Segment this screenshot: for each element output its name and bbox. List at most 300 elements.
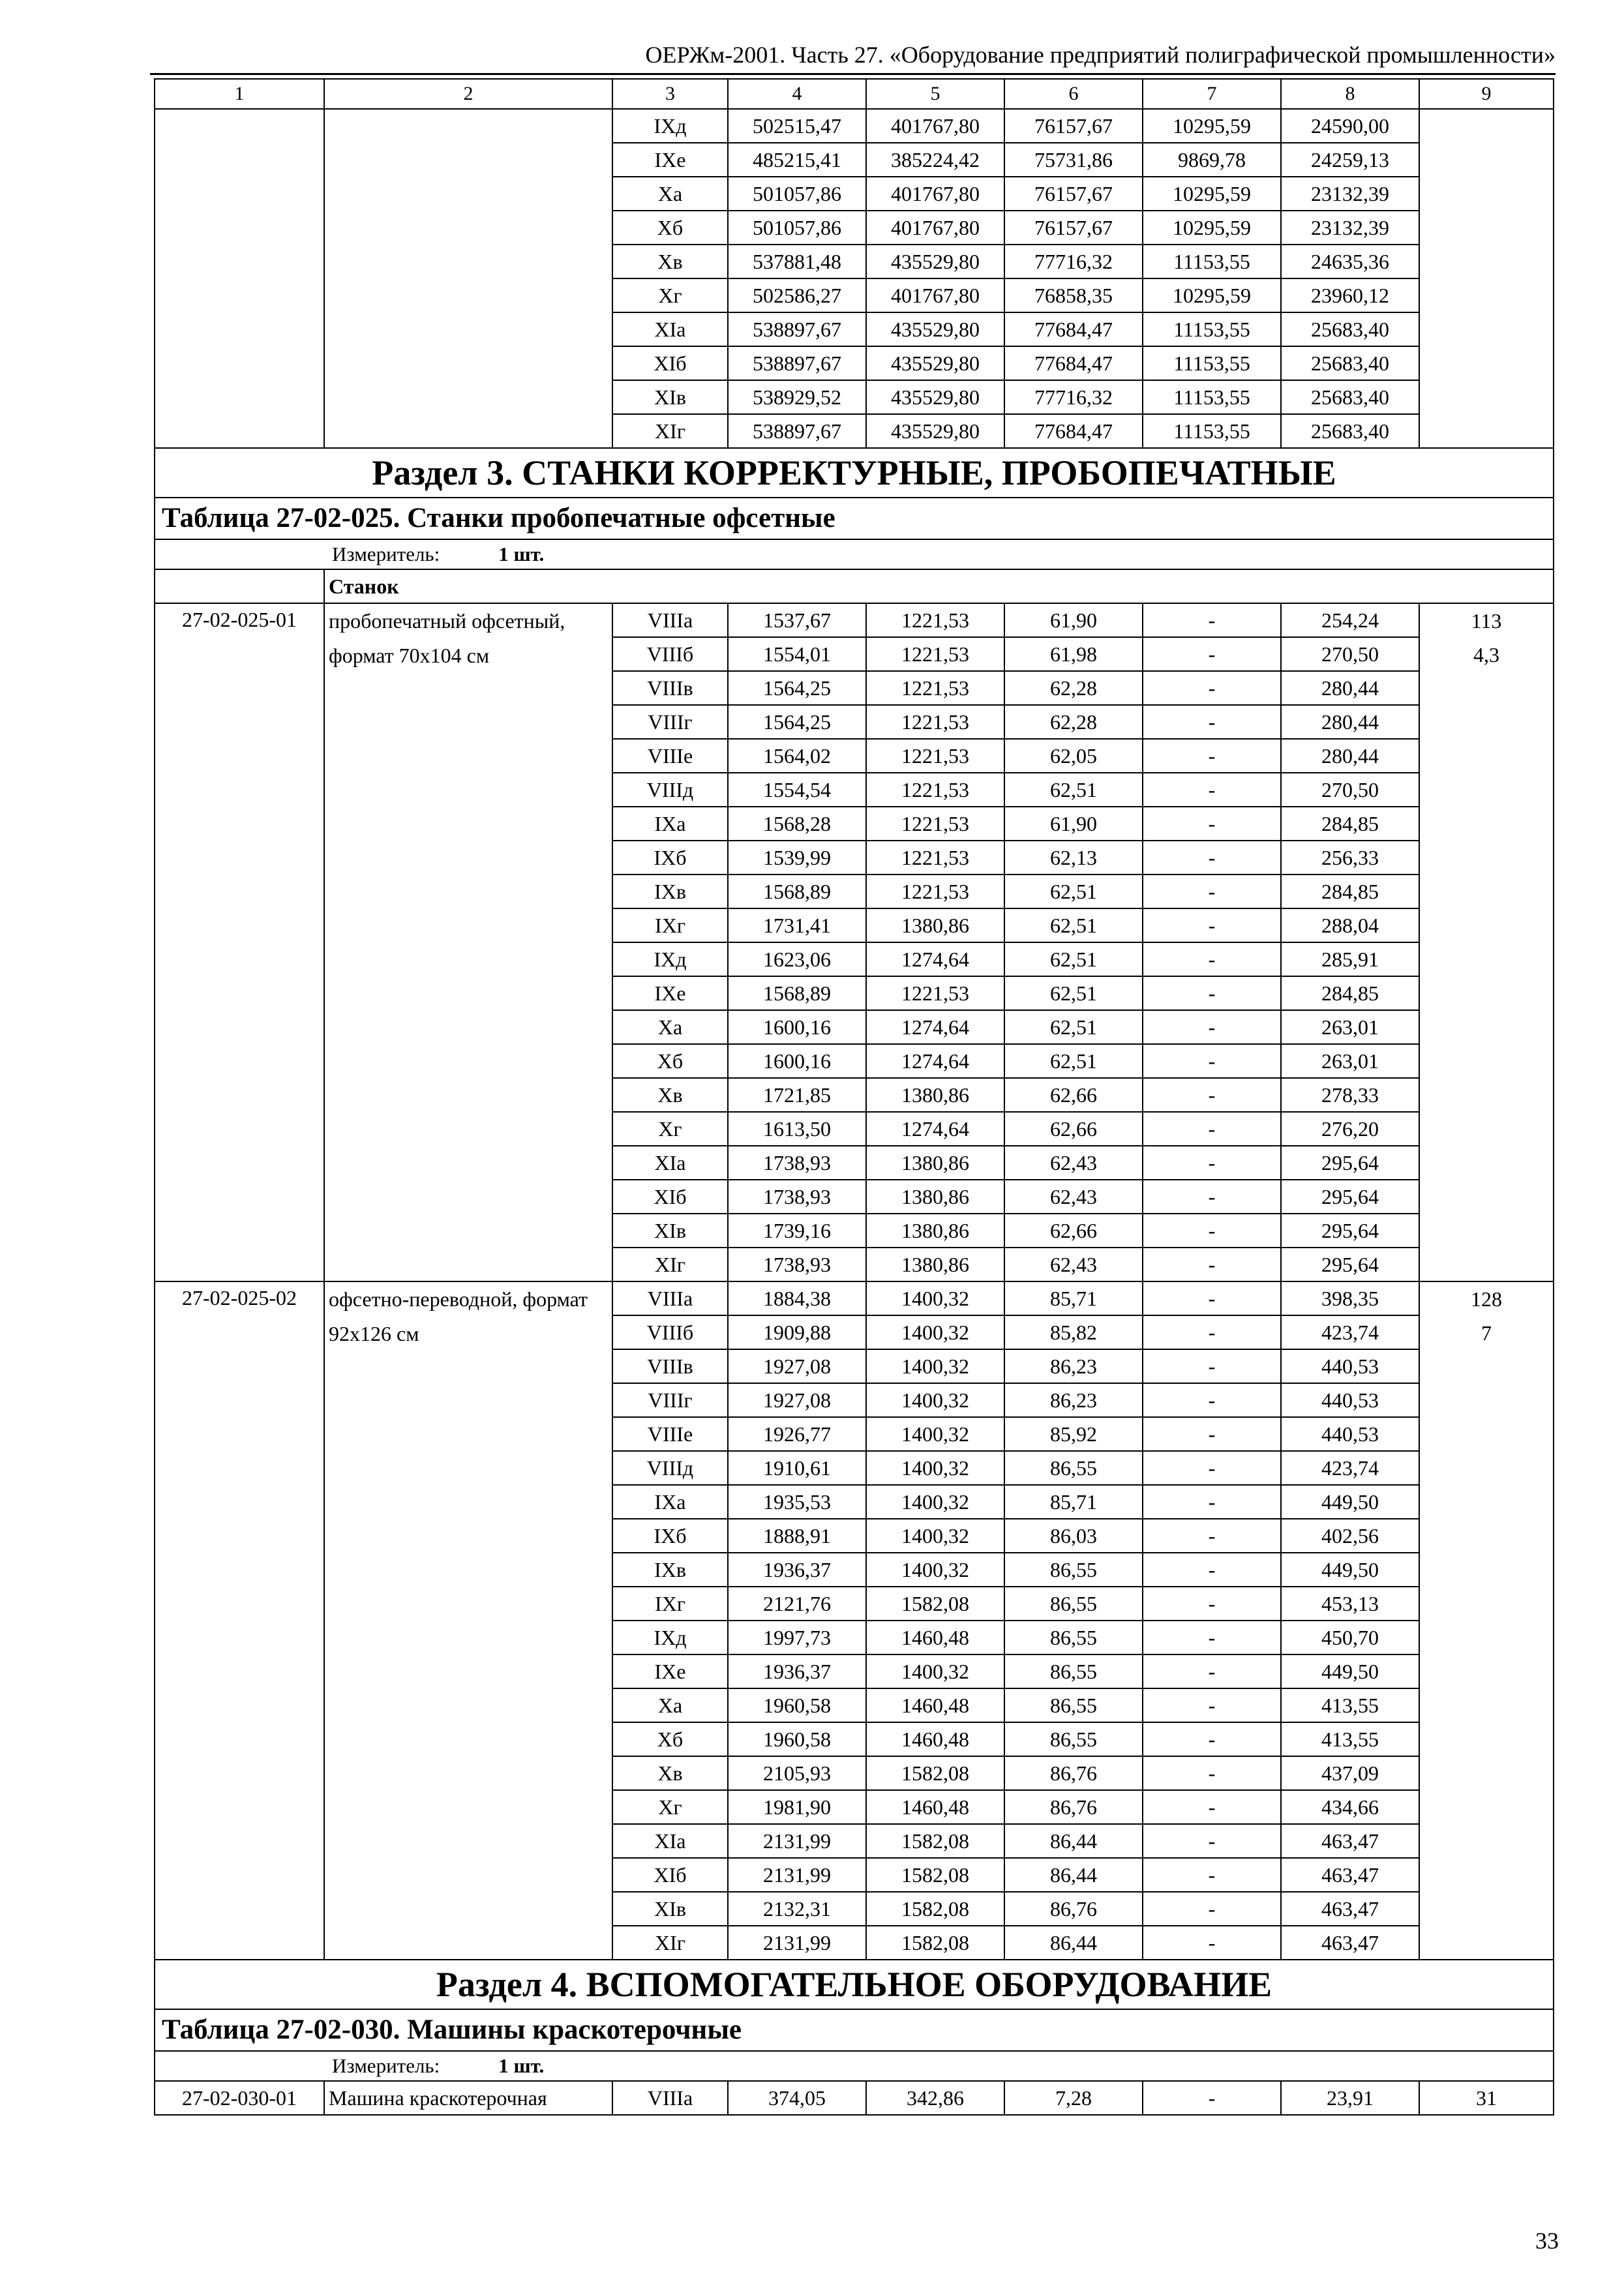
value-cell: - [1143,705,1281,739]
column-number: 8 [1281,79,1419,109]
value-cell: 1539,99 [728,841,866,875]
meter-row [155,2051,1554,2081]
value-cell: 11153,55 [1143,346,1281,380]
value-cell: 10295,59 [1143,211,1281,245]
value-cell: 23,91 [1281,2081,1419,2115]
value-cell: 270,50 [1281,773,1419,807]
item-name: Машина краскотерочная [324,2081,612,2115]
value-cell: 23960,12 [1281,278,1419,312]
value-cell: 1997,73 [728,1621,866,1654]
value-cell: 1221,53 [866,603,1004,637]
value-cell: 2131,99 [728,1858,866,1892]
value-cell: Xв [612,245,728,278]
value-cell: 24635,36 [1281,245,1419,278]
value-cell: 463,47 [1281,1858,1419,1892]
value-cell: 1221,53 [866,773,1004,807]
value-cell: VIIIг [612,705,728,739]
value-cell: XIв [612,380,728,414]
value-cell: 10295,59 [1143,278,1281,312]
table-row [155,1281,1554,1315]
value-cell: 1888,91 [728,1519,866,1553]
value-cell: 1460,48 [866,1688,1004,1722]
value-cell: 440,53 [1281,1417,1419,1451]
extra-value: 113 [1471,609,1502,633]
value-cell: 1554,01 [728,637,866,671]
value-cell: 86,23 [1004,1349,1143,1383]
value-cell: 485215,41 [728,143,866,177]
value-cell: 1380,86 [866,1180,1004,1214]
value-cell: 284,85 [1281,875,1419,908]
value-cell: 85,71 [1004,1281,1143,1315]
value-cell: - [1143,1180,1281,1214]
table-row [155,603,1554,637]
value-cell: 86,44 [1004,1824,1143,1858]
value-cell: - [1143,1010,1281,1044]
value-cell: - [1143,739,1281,773]
value-cell: 86,55 [1004,1688,1143,1722]
value-cell: IXд [612,109,728,143]
subheader-row [155,569,1554,603]
value-cell: 1564,25 [728,671,866,705]
value-cell: - [1143,1926,1281,1960]
value-cell: IXд [612,1621,728,1654]
value-cell: 76157,67 [1004,211,1143,245]
value-cell: 502515,47 [728,109,866,143]
meter-row [155,539,1554,569]
column-number: 2 [324,79,612,109]
value-cell: - [1143,1722,1281,1756]
value-cell: 62,51 [1004,908,1143,942]
column-number: 5 [866,79,1004,109]
value-cell: 1460,48 [866,1722,1004,1756]
value-cell: 413,55 [1281,1722,1419,1756]
value-cell: - [1143,942,1281,976]
value-cell: VIIIe [612,739,728,773]
value-cell: 435529,80 [866,346,1004,380]
value-cell: 86,55 [1004,1621,1143,1654]
value-cell: 62,43 [1004,1180,1143,1214]
value-cell: 62,51 [1004,1044,1143,1078]
value-cell: 1400,32 [866,1553,1004,1587]
value-cell: - [1143,637,1281,671]
extra-value: 31 [1419,2081,1554,2115]
value-cell: 86,55 [1004,1654,1143,1688]
value-cell: Xб [612,1044,728,1078]
table-title-row [155,498,1554,539]
value-cell: XIг [612,414,728,448]
item-name: офсетно-переводной, формат 92x126 см [324,1281,612,1960]
value-cell: 86,23 [1004,1383,1143,1417]
value-cell: 1400,32 [866,1417,1004,1451]
value-cell: 86,76 [1004,1790,1143,1824]
value-cell: 463,47 [1281,1926,1419,1960]
value-cell: 463,47 [1281,1824,1419,1858]
item-code: 27-02-030-01 [155,2081,324,2115]
value-cell: 285,91 [1281,942,1419,976]
value-cell: 1936,37 [728,1553,866,1587]
extra-cell [1419,1281,1554,1960]
value-cell: 501057,86 [728,177,866,211]
value-cell: 2105,93 [728,1756,866,1790]
value-cell: 1221,53 [866,671,1004,705]
value-cell: IXг [612,1587,728,1621]
value-cell: 2131,99 [728,1824,866,1858]
table-row [155,2081,1554,2115]
value-cell: 434,66 [1281,1790,1419,1824]
value-cell: 450,70 [1281,1621,1419,1654]
value-cell: - [1143,671,1281,705]
value-cell: 1221,53 [866,875,1004,908]
value-cell: VIIIa [612,2081,728,2115]
value-cell: - [1143,1654,1281,1688]
value-cell: 538929,52 [728,380,866,414]
value-cell: 537881,48 [728,245,866,278]
value-cell: VIIIa [612,603,728,637]
value-cell: IXб [612,1519,728,1553]
value-cell: 1564,25 [728,705,866,739]
value-cell: - [1143,1214,1281,1248]
value-cell: 288,04 [1281,908,1419,942]
value-cell: 256,33 [1281,841,1419,875]
meter-cell [155,539,1554,569]
value-cell: 76157,67 [1004,177,1143,211]
empty-cell [155,569,324,603]
value-cell: 1600,16 [728,1044,866,1078]
value-cell: VIIIe [612,1417,728,1451]
value-cell: 2132,31 [728,1892,866,1926]
value-cell: Xa [612,1010,728,1044]
value-cell: 1400,32 [866,1281,1004,1315]
value-cell: 463,47 [1281,1892,1419,1926]
value-cell: 85,82 [1004,1315,1143,1349]
value-cell: - [1143,976,1281,1010]
value-cell: 263,01 [1281,1010,1419,1044]
value-cell: Xa [612,1688,728,1722]
value-cell: 76157,67 [1004,109,1143,143]
value-cell: VIIIв [612,671,728,705]
value-cell: 62,66 [1004,1112,1143,1146]
value-cell: IXг [612,908,728,942]
value-cell: 501057,86 [728,211,866,245]
value-cell: - [1143,1417,1281,1451]
value-cell: XIб [612,1180,728,1214]
value-cell: 25683,40 [1281,346,1419,380]
table-body [155,79,1554,2115]
value-cell: IXв [612,875,728,908]
value-cell: IXб [612,841,728,875]
value-cell: XIб [612,346,728,380]
value-cell: 7,28 [1004,2081,1143,2115]
value-cell: 61,90 [1004,807,1143,841]
value-cell: 295,64 [1281,1248,1419,1281]
item-code: 27-02-025-01 [155,603,324,1281]
running-header: ОЕРЖм-2001. Часть 27. «Оборудование предприятий полиграфической промышленности» [645,42,1556,68]
value-cell: IXe [612,143,728,177]
value-cell: 77684,47 [1004,312,1143,346]
value-cell: 62,28 [1004,705,1143,739]
value-cell: 254,24 [1281,603,1419,637]
value-cell: 1981,90 [728,1790,866,1824]
value-cell: - [1143,2081,1281,2115]
value-cell: 1221,53 [866,705,1004,739]
value-cell: 1460,48 [866,1621,1004,1654]
value-cell: 1400,32 [866,1519,1004,1553]
value-cell: 24590,00 [1281,109,1419,143]
column-number: 9 [1419,79,1554,109]
value-cell: IXe [612,1654,728,1688]
header-rule [150,73,1556,75]
value-cell: - [1143,1756,1281,1790]
value-cell: XIa [612,1824,728,1858]
value-cell: 1380,86 [866,908,1004,942]
value-cell: 1380,86 [866,1146,1004,1180]
value-cell: - [1143,1587,1281,1621]
value-cell: 86,03 [1004,1519,1143,1553]
value-cell: - [1143,1485,1281,1519]
value-cell: 1936,37 [728,1654,866,1688]
value-cell: 270,50 [1281,637,1419,671]
value-cell: - [1143,1315,1281,1349]
value-cell: 62,51 [1004,1010,1143,1044]
column-numbers-row [155,79,1554,109]
value-cell: 1568,89 [728,875,866,908]
value-cell: - [1143,1078,1281,1112]
value-cell: 62,66 [1004,1078,1143,1112]
value-cell: XIг [612,1248,728,1281]
value-cell: VIIIб [612,1315,728,1349]
value-cell: 1274,64 [866,942,1004,976]
value-cell: - [1143,1146,1281,1180]
value-cell: - [1143,1621,1281,1654]
value-cell: 1380,86 [866,1248,1004,1281]
value-cell: 1221,53 [866,841,1004,875]
value-cell: 435529,80 [866,380,1004,414]
value-cell: 1221,53 [866,637,1004,671]
value-cell: 11153,55 [1143,414,1281,448]
value-cell: 276,20 [1281,1112,1419,1146]
meter-label: Измеритель: [332,543,440,565]
value-cell: 1884,38 [728,1281,866,1315]
value-cell: 1554,54 [728,773,866,807]
value-cell: 1731,41 [728,908,866,942]
value-cell: IXд [612,942,728,976]
value-cell: 1623,06 [728,942,866,976]
item-name: пробопечатный офсетный, формат 70x104 см [324,603,612,1281]
value-cell: Xв [612,1756,728,1790]
value-cell: 440,53 [1281,1383,1419,1417]
column-number: 7 [1143,79,1281,109]
extra-cell [1419,603,1554,1281]
value-cell: 295,64 [1281,1146,1419,1180]
table-title: Таблица 27-02-025. Станки пробопечатные офсетные [155,498,1554,539]
table-title: Таблица 27-02-030. Машины краскотерочные [155,2009,1554,2051]
value-cell: - [1143,875,1281,908]
value-cell: - [1143,1383,1281,1417]
value-cell: VIIIд [612,773,728,807]
value-cell: 1927,08 [728,1349,866,1383]
item-code: 27-02-025-02 [155,1281,324,1960]
value-cell: 1221,53 [866,976,1004,1010]
value-cell: 23132,39 [1281,211,1419,245]
value-cell: 1738,93 [728,1248,866,1281]
value-cell: - [1143,1688,1281,1722]
value-cell: 1537,67 [728,603,866,637]
value-cell: XIг [612,1926,728,1960]
value-cell: - [1143,1553,1281,1587]
value-cell: XIв [612,1214,728,1248]
value-cell: 23132,39 [1281,177,1419,211]
value-cell: 62,51 [1004,875,1143,908]
value-cell: 435529,80 [866,312,1004,346]
value-cell: Xг [612,1112,728,1146]
column-number: 3 [612,79,728,109]
value-cell: VIIIг [612,1383,728,1417]
value-cell: 374,05 [728,2081,866,2115]
value-cell: 62,13 [1004,841,1143,875]
extra-cell [1419,109,1554,448]
value-cell: 280,44 [1281,705,1419,739]
value-cell: 435529,80 [866,414,1004,448]
value-cell: 435529,80 [866,245,1004,278]
value-cell: 25683,40 [1281,312,1419,346]
value-cell: 263,01 [1281,1044,1419,1078]
value-cell: 1613,50 [728,1112,866,1146]
value-cell: IXв [612,1553,728,1587]
rates-table [154,78,1554,2116]
value-cell: 1221,53 [866,807,1004,841]
value-cell: XIб [612,1858,728,1892]
value-cell: 9869,78 [1143,143,1281,177]
value-cell: 62,66 [1004,1214,1143,1248]
value-cell: 1460,48 [866,1790,1004,1824]
value-cell: 280,44 [1281,671,1419,705]
value-cell: 449,50 [1281,1485,1419,1519]
value-cell: 1582,08 [866,1756,1004,1790]
value-cell: 62,28 [1004,671,1143,705]
value-cell: - [1143,841,1281,875]
value-cell: 1380,86 [866,1214,1004,1248]
section-title: Раздел 3. СТАНКИ КОРРЕКТУРНЫЕ, ПРОБОПЕЧАТНЫЕ [155,448,1554,498]
page-number: 33 [1535,2228,1559,2254]
value-cell: 1274,64 [866,1010,1004,1044]
value-cell: 1400,32 [866,1451,1004,1485]
value-cell: 86,55 [1004,1587,1143,1621]
value-cell: 25683,40 [1281,380,1419,414]
value-cell: 62,51 [1004,976,1143,1010]
value-cell: 24259,13 [1281,143,1419,177]
value-cell: 85,92 [1004,1417,1143,1451]
value-cell: 440,53 [1281,1349,1419,1383]
value-cell: 1600,16 [728,1010,866,1044]
value-cell: 538897,67 [728,346,866,380]
value-cell: 11153,55 [1143,245,1281,278]
value-cell: 437,09 [1281,1756,1419,1790]
value-cell: 1400,32 [866,1315,1004,1349]
value-cell: XIa [612,1146,728,1180]
meter-label: Измеритель: [332,2054,440,2077]
value-cell: 1582,08 [866,1892,1004,1926]
value-cell: - [1143,1519,1281,1553]
value-cell: 398,35 [1281,1281,1419,1315]
value-cell: 1564,02 [728,739,866,773]
section-title-row [155,448,1554,498]
value-cell: 11153,55 [1143,380,1281,414]
value-cell: VIIIд [612,1451,728,1485]
value-cell: 385224,42 [866,143,1004,177]
value-cell: 1960,58 [728,1722,866,1756]
value-cell: 449,50 [1281,1553,1419,1587]
value-cell: 423,74 [1281,1451,1419,1485]
value-cell: 1400,32 [866,1654,1004,1688]
value-cell: 280,44 [1281,739,1419,773]
value-cell: 1582,08 [866,1926,1004,1960]
value-cell: 1935,53 [728,1485,866,1519]
value-cell: 77716,32 [1004,380,1143,414]
value-cell: 295,64 [1281,1214,1419,1248]
value-cell: 1738,93 [728,1180,866,1214]
value-cell: 1400,32 [866,1349,1004,1383]
column-number: 1 [155,79,324,109]
value-cell: IXa [612,807,728,841]
value-cell: - [1143,1824,1281,1858]
value-cell: Xa [612,177,728,211]
value-cell: 1739,16 [728,1214,866,1248]
value-cell: Xб [612,211,728,245]
value-cell: 1400,32 [866,1383,1004,1417]
value-cell: - [1143,807,1281,841]
value-cell: 62,43 [1004,1146,1143,1180]
meter-unit: 1 шт. [498,2054,545,2077]
value-cell: 278,33 [1281,1078,1419,1112]
value-cell: 538897,67 [728,312,866,346]
value-cell: - [1143,1858,1281,1892]
value-cell: 86,55 [1004,1553,1143,1587]
value-cell: - [1143,1790,1281,1824]
value-cell: 1380,86 [866,1078,1004,1112]
value-cell: 449,50 [1281,1654,1419,1688]
value-cell: 401767,80 [866,109,1004,143]
value-cell: 77716,32 [1004,245,1143,278]
value-cell: 75731,86 [1004,143,1143,177]
value-cell: 342,86 [866,2081,1004,2115]
value-cell: 502586,27 [728,278,866,312]
meter-cell [155,2051,1554,2081]
value-cell: 62,51 [1004,942,1143,976]
value-cell: 86,55 [1004,1722,1143,1756]
value-cell: - [1143,908,1281,942]
value-cell: 85,71 [1004,1485,1143,1519]
value-cell: 86,76 [1004,1756,1143,1790]
value-cell: 1582,08 [866,1587,1004,1621]
section-title: Раздел 4. ВСПОМОГАТЕЛЬНОЕ ОБОРУДОВАНИЕ [155,1960,1554,2009]
value-cell: 1960,58 [728,1688,866,1722]
value-cell: 2121,76 [728,1587,866,1621]
value-cell: - [1143,1892,1281,1926]
value-cell: VIIIб [612,637,728,671]
value-cell: - [1143,1248,1281,1281]
value-cell: IXe [612,976,728,1010]
value-cell: XIa [612,312,728,346]
value-cell: 1582,08 [866,1824,1004,1858]
value-cell: 401767,80 [866,211,1004,245]
value-cell: 413,55 [1281,1688,1419,1722]
value-cell: 295,64 [1281,1180,1419,1214]
value-cell: Xг [612,278,728,312]
value-cell: 2131,99 [728,1926,866,1960]
value-cell: 538897,67 [728,414,866,448]
value-cell: 1721,85 [728,1078,866,1112]
value-cell: Xв [612,1078,728,1112]
